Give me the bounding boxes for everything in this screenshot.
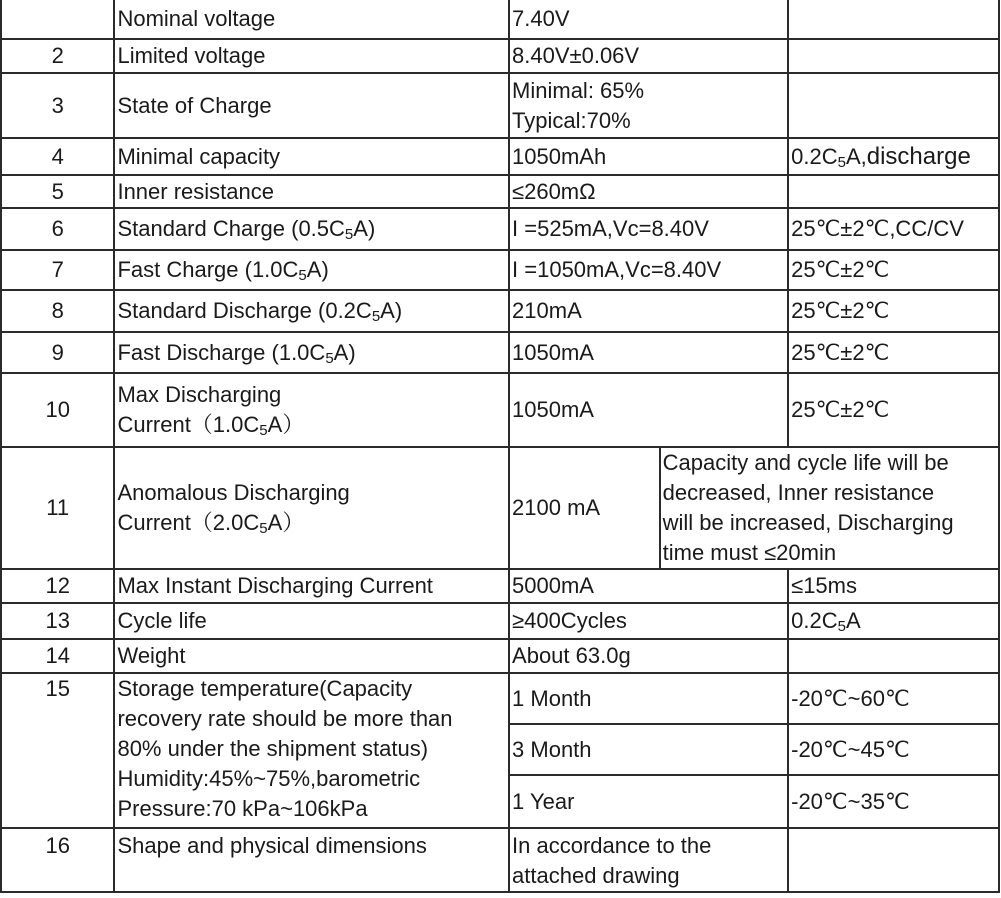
- note-cell: 25℃±2℃: [788, 332, 999, 373]
- subscript: 5: [259, 520, 268, 537]
- row-number: 5: [1, 175, 114, 208]
- item-text: Standard Charge (0.5C: [117, 216, 345, 241]
- value-line: In accordance to the: [512, 833, 712, 858]
- subscript: 5: [371, 308, 381, 325]
- table-row: [1, 373, 999, 447]
- item-cell: State of Charge: [114, 73, 509, 138]
- item-cell: [114, 332, 509, 373]
- item-cell: Shape and physical dimensions: [114, 828, 509, 892]
- value-cell: ≥400Cycles: [509, 603, 788, 639]
- note-text: 0.2C: [791, 143, 838, 169]
- note-cell: 25℃±2℃: [788, 373, 999, 447]
- item-cell: [114, 290, 509, 332]
- note-cell: 25℃±2℃,CC/CV: [788, 208, 999, 250]
- value-line: attached drawing: [512, 863, 680, 888]
- value-cell: [509, 828, 788, 892]
- value-line: Minimal: 65%: [512, 77, 645, 103]
- item-cell: Minimal capacity: [114, 138, 509, 175]
- value-line: Typical:70%: [512, 107, 631, 133]
- table-row: [1, 250, 999, 290]
- item-line: 80% under the shipment status): [117, 736, 429, 761]
- item-line: Storage temperature(Capacity: [117, 676, 413, 701]
- item-line: Pressure:70 kPa~106kPa: [117, 796, 368, 821]
- table-row: [1, 828, 999, 892]
- item-cell: Cycle life: [114, 603, 509, 639]
- item-cell: [114, 447, 509, 569]
- row-number: 16: [1, 828, 114, 892]
- value-cell: 2100 mA: [509, 447, 660, 569]
- item-cell: [114, 373, 509, 447]
- value-cell: I =525mA,Vc=8.40V: [509, 208, 788, 250]
- subscript: 5: [837, 618, 846, 635]
- note-cell: 25℃±2℃: [788, 250, 999, 290]
- note-cell: [660, 447, 999, 569]
- row-number: 8: [1, 290, 114, 332]
- note-text: A,: [845, 143, 867, 169]
- table-row: [1, 290, 999, 332]
- item-text: A): [380, 298, 403, 323]
- table-row: [1, 73, 999, 138]
- table-row: [1, 673, 999, 724]
- row-number: 9: [1, 332, 114, 373]
- row-number: 14: [1, 639, 114, 673]
- note-cell: -20℃~35℃: [788, 775, 999, 828]
- table-row: [1, 639, 999, 673]
- row-number: 10: [1, 373, 114, 447]
- table-row: [1, 138, 999, 175]
- item-text: A): [306, 257, 329, 282]
- note-cell: [788, 639, 999, 673]
- row-number: 7: [1, 250, 114, 290]
- value-cell: I =1050mA,Vc=8.40V: [509, 250, 788, 290]
- value-cell: 8.40V±0.06V: [509, 39, 788, 73]
- row-number: 12: [1, 569, 114, 603]
- value-cell: 1 Year: [509, 775, 788, 828]
- item-line: Humidity:45%~75%,barometric: [117, 766, 421, 791]
- note-cell: [788, 828, 999, 892]
- table-row: [1, 208, 999, 250]
- subscript: 5: [837, 153, 846, 171]
- note-line: Capacity and cycle life will be: [662, 450, 949, 475]
- item-text: A）: [267, 412, 305, 437]
- item-text: A): [333, 339, 356, 365]
- item-line: Max Discharging: [117, 382, 282, 407]
- subscript: 5: [259, 422, 268, 439]
- table-row: [1, 0, 999, 39]
- value-cell: 1050mA: [509, 332, 788, 373]
- note-cell: -20℃~45℃: [788, 724, 999, 775]
- item-line: [117, 410, 508, 440]
- row-number: [1, 0, 114, 39]
- item-text: Fast Discharge (1.0C: [117, 339, 326, 365]
- item-line: recovery rate should be more than: [117, 706, 453, 731]
- value-cell: 210mA: [509, 290, 788, 332]
- table-row: [1, 569, 999, 603]
- item-text: Current（2.0C: [117, 510, 260, 535]
- subscript: 5: [344, 226, 354, 243]
- item-cell: Nominal voltage: [114, 0, 509, 39]
- item-text: Current（1.0C: [117, 412, 260, 437]
- row-number: 11: [1, 447, 114, 569]
- value-cell: [509, 73, 788, 138]
- row-number: 2: [1, 39, 114, 73]
- value-cell: ≤260mΩ: [509, 175, 788, 208]
- table-row: [1, 175, 999, 208]
- note-cell: 25℃±2℃: [788, 290, 999, 332]
- item-text: Fast Charge (1.0C: [117, 257, 299, 282]
- item-cell: [114, 208, 509, 250]
- value-cell: 3 Month: [509, 724, 788, 775]
- value-cell: 5000mA: [509, 569, 788, 603]
- item-cell: Max Instant Discharging Current: [114, 569, 509, 603]
- table-row: [1, 447, 999, 569]
- note-cell: [788, 39, 999, 73]
- item-line: Anomalous Discharging: [117, 480, 350, 505]
- value-cell: 1050mAh: [509, 138, 788, 175]
- row-number: 4: [1, 138, 114, 175]
- note-cell: [788, 175, 999, 208]
- note-cell: [788, 0, 999, 39]
- row-number: 15: [1, 673, 114, 828]
- value-cell: 7.40V: [509, 0, 788, 39]
- note-text: discharge: [866, 142, 971, 170]
- table-row: [1, 39, 999, 73]
- row-number: 3: [1, 73, 114, 138]
- note-line: decreased, Inner resistance: [662, 480, 935, 505]
- item-cell: Limited voltage: [114, 39, 509, 73]
- note-line: time must ≤20min: [662, 540, 837, 565]
- note-line: will be increased, Discharging: [662, 510, 954, 535]
- item-text: A）: [267, 510, 305, 535]
- note-cell: [788, 603, 999, 639]
- subscript: 5: [325, 349, 334, 367]
- item-text: A): [353, 216, 376, 241]
- note-cell: ≤15ms: [788, 569, 999, 603]
- subscript: 5: [298, 267, 307, 284]
- item-cell: Inner resistance: [114, 175, 509, 208]
- item-cell: Weight: [114, 639, 509, 673]
- value-cell: About 63.0g: [509, 639, 788, 673]
- note-cell: [788, 73, 999, 138]
- item-text: Standard Discharge (0.2C: [117, 298, 372, 323]
- item-cell: [114, 250, 509, 290]
- note-cell: [788, 138, 999, 175]
- item-line: [117, 508, 508, 538]
- note-text: A: [845, 608, 861, 633]
- value-cell: 1050mA: [509, 373, 788, 447]
- row-number: 6: [1, 208, 114, 250]
- row-number: 13: [1, 603, 114, 639]
- value-cell: 1 Month: [509, 673, 788, 724]
- note-cell: -20℃~60℃: [788, 673, 999, 724]
- note-text: 0.2C: [791, 608, 838, 633]
- table-row: [1, 332, 999, 373]
- item-cell: [114, 673, 509, 828]
- table-row: [1, 603, 999, 639]
